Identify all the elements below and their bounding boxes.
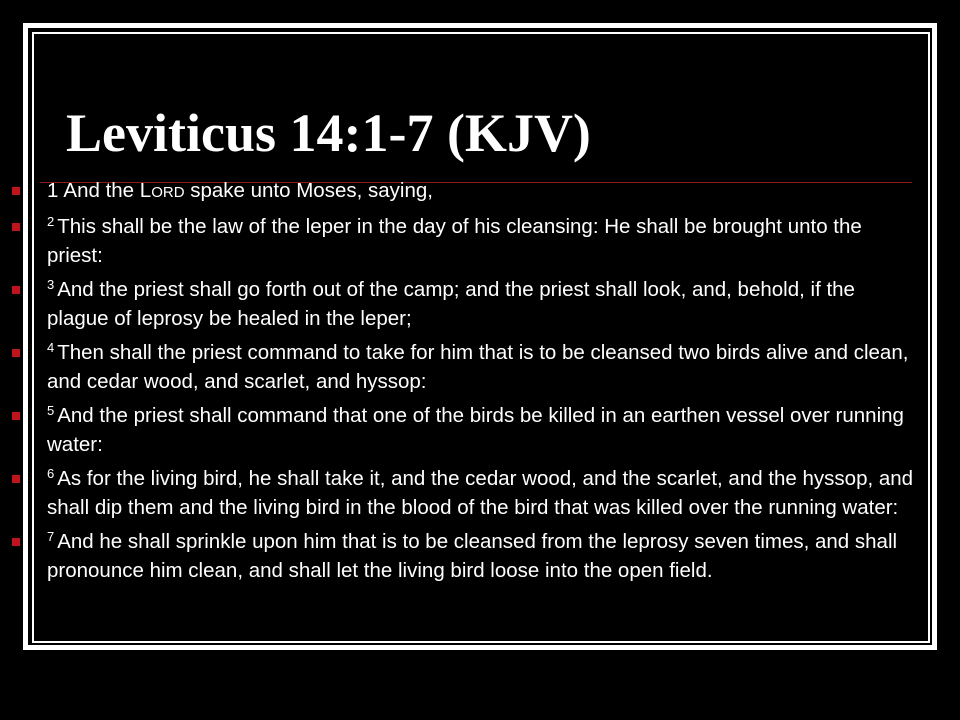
verse-2 (0, 212, 960, 270)
bullet-icon (12, 538, 20, 546)
verse-5 (0, 401, 960, 459)
verse-7 (0, 527, 960, 585)
slide-title: Leviticus 14:1-7 (KJV) (66, 103, 591, 163)
verse-3 (0, 275, 960, 333)
verse-text: This shall be the law of the leper in the day of his cleansing: He shall be brought unto the priest: (47, 215, 862, 267)
bullet-icon (12, 223, 20, 231)
verse-number: 3 (47, 277, 55, 292)
verse-text: And the priest shall command that one of the birds be killed in an earthen vessel over running water: (47, 404, 904, 456)
verse-text: spake unto Moses, saying, (184, 179, 433, 202)
verse-number: 1 (47, 179, 59, 202)
verse-number: 6 (47, 466, 55, 481)
lord-small-caps-initial: L (139, 179, 152, 202)
verse-text: And he shall sprinkle upon him that is to be cleansed from the leprosy seven times, and shall pronounce him clean, and shall let the living bird loose into the open field. (47, 530, 898, 582)
bullet-icon (12, 187, 20, 195)
verse-number: 2 (47, 214, 55, 229)
bullet-icon (12, 286, 20, 294)
bullet-icon (12, 349, 20, 357)
bullet-icon (12, 412, 20, 420)
verse-1 (0, 176, 960, 207)
verse-list (0, 176, 960, 590)
verse-number: 4 (47, 340, 55, 355)
verse-6 (0, 464, 960, 522)
verse-text: As for the living bird, he shall take it, and the cedar wood, and the scarlet, and the hyssop, and shall dip them and the living bird in the blood of the bird that was killed over the running water: (47, 467, 914, 519)
lord-small-caps-rest: ORD (151, 184, 185, 201)
verse-text: And the (63, 179, 140, 202)
verse-text: Then shall the priest command to take for him that is to be cleansed two birds alive and clean, and cedar wood, and scarlet, and hyssop: (47, 341, 909, 393)
verse-text: And the priest shall go forth out of the camp; and the priest shall look, and, behold, if the plague of leprosy be healed in the leper; (47, 278, 855, 330)
verse-number: 7 (47, 529, 55, 544)
verse-number: 5 (47, 403, 55, 418)
verse-4 (0, 338, 960, 396)
bullet-icon (12, 475, 20, 483)
